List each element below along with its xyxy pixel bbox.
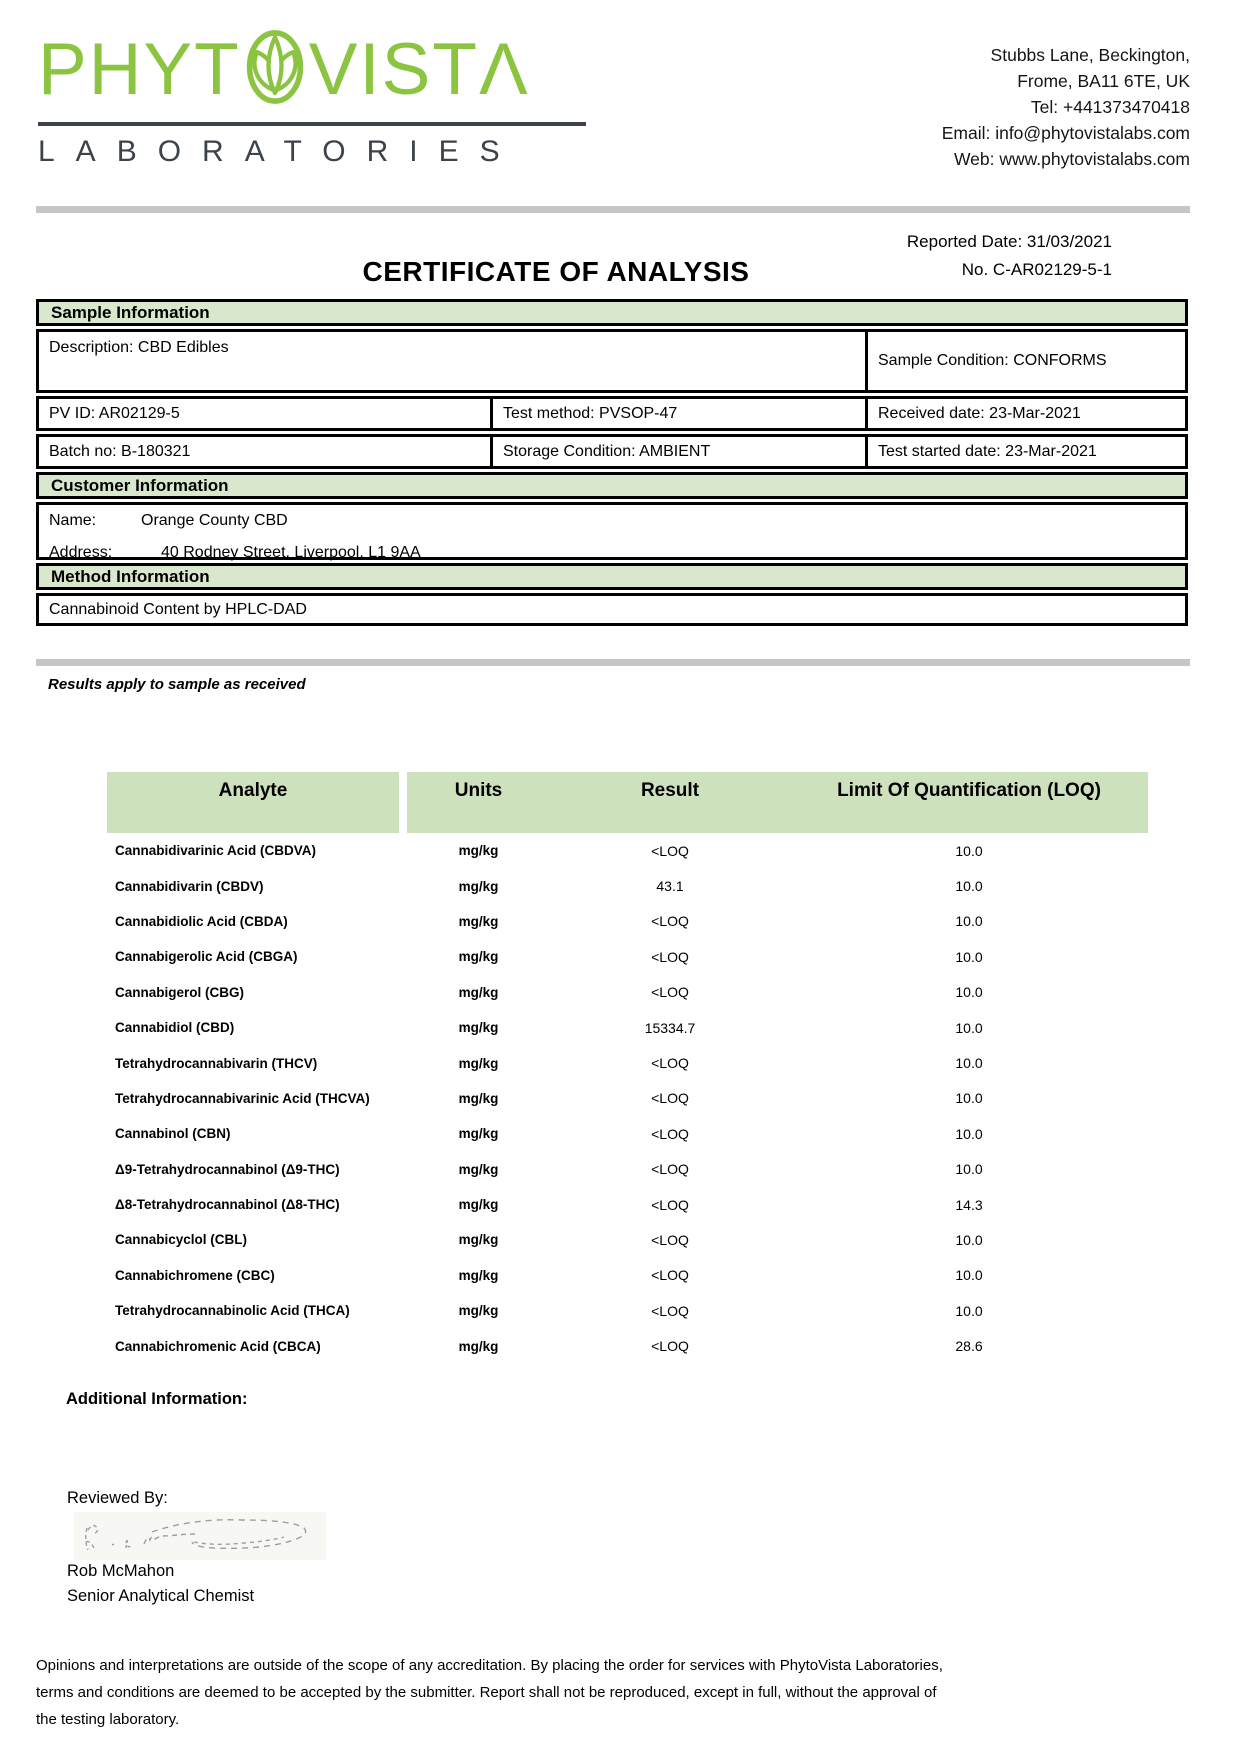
units-cell: mg/kg xyxy=(458,1303,499,1319)
units-cell: mg/kg xyxy=(458,1267,499,1283)
sample-description-row xyxy=(36,329,1188,393)
sample-id-row xyxy=(36,396,1188,431)
result-cell: 43.1 xyxy=(656,878,684,895)
analyte-cell: Cannabidiolic Acid (CBDA) xyxy=(115,913,288,929)
results-header-analyte: Analyte xyxy=(107,772,399,833)
table-row xyxy=(107,975,1148,1010)
result-cell: <LOQ xyxy=(651,842,689,859)
result-cell: 15334.7 xyxy=(644,1019,696,1036)
logo-wordmark xyxy=(38,26,586,112)
table-row xyxy=(107,1152,1148,1187)
table-row xyxy=(107,1081,1148,1116)
loq-cell: 10.0 xyxy=(955,878,983,895)
result-cell: <LOQ xyxy=(651,1125,689,1142)
pv-id: PV ID: AR02129-5 xyxy=(49,404,180,422)
units-cell: mg/kg xyxy=(458,1338,499,1354)
loq-cell: 14.3 xyxy=(955,1196,983,1213)
table-row xyxy=(107,1187,1148,1222)
test-started-date: Test started date: 23-Mar-2021 xyxy=(865,437,1185,466)
results-header-group xyxy=(407,772,1148,833)
logo-text-vist: VIST xyxy=(308,28,479,110)
analyte-cell: Δ8-Tetrahydrocannabinol (Δ8-THC) xyxy=(115,1197,340,1213)
lab-contact-info xyxy=(942,42,1190,172)
reported-date: Reported Date: 31/03/2021 xyxy=(906,232,1112,251)
received-date: Received date: 23-Mar-2021 xyxy=(865,399,1185,428)
phytovista-logo xyxy=(38,26,586,169)
units-cell: mg/kg xyxy=(458,1020,499,1036)
additional-information-label: Additional Information: xyxy=(66,1390,248,1408)
report-number: No. C-AR02129-5-1 xyxy=(961,260,1112,279)
units-cell: mg/kg xyxy=(458,949,499,965)
units-cell: mg/kg xyxy=(458,913,499,929)
result-cell: <LOQ xyxy=(651,1196,689,1213)
result-cell: <LOQ xyxy=(651,1338,689,1355)
footer-line-2: terms and conditions are deemed to be accepted by the submitter. Report shall not be reproduced, except in full, without the approval of xyxy=(36,1684,937,1701)
customer-address-line xyxy=(49,544,1175,562)
loq-cell: 10.0 xyxy=(955,1267,983,1284)
loq-cell: 28.6 xyxy=(955,1338,983,1355)
reviewed-by-label: Reviewed By: xyxy=(67,1489,168,1507)
footer-line-3: the testing laboratory. xyxy=(36,1711,180,1728)
customer-name-line xyxy=(49,512,1175,530)
sample-description: Description: CBD Edibles xyxy=(49,339,229,356)
result-cell: <LOQ xyxy=(651,1161,689,1178)
results-header-result: Result xyxy=(640,780,700,801)
table-row xyxy=(107,1293,1148,1328)
loq-cell: 10.0 xyxy=(955,1055,983,1072)
result-cell: <LOQ xyxy=(651,913,689,930)
table-row xyxy=(107,904,1148,939)
table-row xyxy=(107,868,1148,903)
analyte-cell: Tetrahydrocannabivarin (THCV) xyxy=(115,1055,318,1071)
results-header-units: Units xyxy=(454,780,503,801)
footer-disclaimer xyxy=(36,1652,1206,1733)
method-row xyxy=(36,593,1188,626)
analyte-cell: Cannabicyclol (CBL) xyxy=(115,1232,248,1248)
result-cell: <LOQ xyxy=(651,948,689,965)
analyte-cell: Cannabinol (CBN) xyxy=(115,1126,231,1142)
analyte-cell: Cannabichromene (CBC) xyxy=(115,1267,275,1283)
contact-phone: Tel: +441373470418 xyxy=(1030,97,1190,117)
result-cell: <LOQ xyxy=(651,984,689,1001)
logo-divider-line xyxy=(38,122,586,126)
reviewer-title: Senior Analytical Chemist xyxy=(67,1587,255,1605)
result-cell: <LOQ xyxy=(651,1302,689,1319)
units-cell: mg/kg xyxy=(458,1055,499,1071)
logo-text-phyt: PHYT xyxy=(38,28,241,110)
sample-condition: Sample Condition: CONFORMS xyxy=(865,332,1185,390)
table-row xyxy=(107,1258,1148,1293)
customer-information-title: Customer Information xyxy=(51,475,229,495)
results-table-body xyxy=(107,833,1148,1364)
analyte-cell: Cannabichromenic Acid (CBCA) xyxy=(115,1338,321,1354)
footer-line-1: Opinions and interpretations are outside of the scope of any accreditation. By placing the order for services with PhytoVista Laboratories, xyxy=(36,1657,943,1674)
customer-details-cell xyxy=(36,502,1188,560)
table-row xyxy=(107,833,1148,868)
customer-name-value: Orange County CBD xyxy=(141,512,288,529)
result-cell: <LOQ xyxy=(651,1055,689,1072)
analyte-cell: Cannabidivarin (CBDV) xyxy=(115,878,264,894)
contact-email: Email: info@phytovistalabs.com xyxy=(941,123,1190,143)
contact-web: Web: www.phytovistalabs.com xyxy=(953,149,1190,169)
loq-cell: 10.0 xyxy=(955,1125,983,1142)
units-cell: mg/kg xyxy=(458,843,499,859)
table-row xyxy=(107,1045,1148,1080)
loq-cell: 10.0 xyxy=(955,1019,983,1036)
result-cell: <LOQ xyxy=(651,1090,689,1107)
contact-address-line2: Frome, BA11 6TE, UK xyxy=(1017,71,1190,91)
units-cell: mg/kg xyxy=(458,878,499,894)
section-divider xyxy=(36,659,1190,666)
reviewer-signature xyxy=(74,1512,326,1560)
units-cell: mg/kg xyxy=(458,1161,499,1177)
loq-cell: 10.0 xyxy=(955,842,983,859)
analyte-cell: Cannabidivarinic Acid (CBDVA) xyxy=(115,843,317,859)
customer-information-header xyxy=(36,472,1188,499)
analyte-cell: Cannabigerol (CBG) xyxy=(115,984,245,1000)
results-note: Results apply to sample as received xyxy=(48,676,306,693)
loq-cell: 10.0 xyxy=(955,984,983,1001)
method-information-header xyxy=(36,563,1188,590)
table-row xyxy=(107,1010,1148,1045)
batch-no: Batch no: B-180321 xyxy=(49,442,191,460)
table-row xyxy=(107,1116,1148,1151)
table-row xyxy=(107,1222,1148,1257)
document-title: CERTIFICATE OF ANALYSIS xyxy=(362,256,750,287)
method-name: Cannabinoid Content by HPLC-DAD xyxy=(49,600,307,618)
reviewer-name: Rob McMahon xyxy=(67,1562,175,1580)
contact-address-line1: Stubbs Lane, Beckington, xyxy=(990,45,1190,65)
logo-text-a: Λ xyxy=(478,28,528,110)
analyte-cell: Δ9-Tetrahydrocannabinol (Δ9-THC) xyxy=(115,1161,340,1177)
loq-cell: 10.0 xyxy=(955,1161,983,1178)
units-cell: mg/kg xyxy=(458,984,499,1000)
analyte-cell: Cannabidiol (CBD) xyxy=(115,1020,235,1036)
results-header-loq: Limit Of Quantification (LOQ) xyxy=(837,780,1101,801)
test-method: Test method: PVSOP-47 xyxy=(490,399,865,428)
result-cell: <LOQ xyxy=(651,1231,689,1248)
sample-information-header xyxy=(36,299,1188,326)
analyte-cell: Tetrahydrocannabivarinic Acid (THCVA) xyxy=(115,1090,370,1106)
units-cell: mg/kg xyxy=(458,1126,499,1142)
loq-cell: 10.0 xyxy=(955,1090,983,1107)
logo-subtitle: LABORATORIES xyxy=(38,135,521,168)
loq-cell: 10.0 xyxy=(955,913,983,930)
units-cell: mg/kg xyxy=(458,1090,499,1106)
analyte-cell: Tetrahydrocannabinolic Acid (THCA) xyxy=(115,1303,350,1319)
header-divider xyxy=(36,206,1190,213)
storage-condition: Storage Condition: AMBIENT xyxy=(490,437,865,466)
loq-cell: 10.0 xyxy=(955,948,983,965)
leaf-icon xyxy=(244,27,306,112)
customer-name-label: Name: xyxy=(49,512,97,529)
method-information-title: Method Information xyxy=(51,566,210,586)
table-row xyxy=(107,1328,1148,1363)
customer-address-value: 40 Rodney Street, Liverpool, L1 9AA xyxy=(161,544,421,561)
loq-cell: 10.0 xyxy=(955,1231,983,1248)
customer-address-label: Address: xyxy=(49,544,113,561)
analyte-cell: Cannabigerolic Acid (CBGA) xyxy=(115,949,298,965)
table-row xyxy=(107,939,1148,974)
report-meta xyxy=(907,228,1112,284)
units-cell: mg/kg xyxy=(458,1232,499,1248)
units-cell: mg/kg xyxy=(458,1197,499,1213)
result-cell: <LOQ xyxy=(651,1267,689,1284)
sample-information-title: Sample Information xyxy=(51,302,210,322)
loq-cell: 10.0 xyxy=(955,1302,983,1319)
sample-batch-row xyxy=(36,434,1188,469)
